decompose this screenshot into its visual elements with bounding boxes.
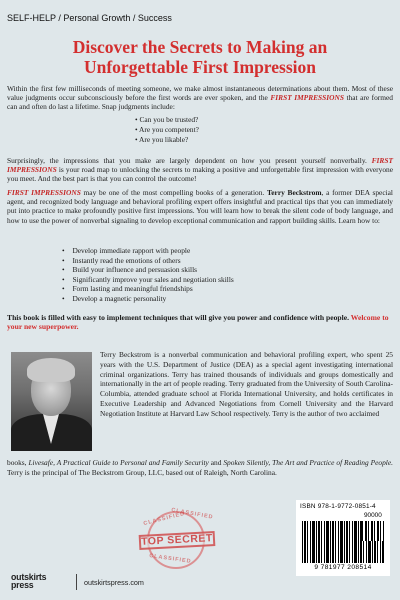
p2-text-b: is your road map to unlocking the secrets to making a positive and unforgettable first impression with everyone you meet. And the best part is that you can control the outcome! <box>7 165 393 184</box>
call-to-action <box>7 313 393 332</box>
paragraph-2 <box>7 156 393 184</box>
author-bio-continued <box>7 458 393 478</box>
headline-line-2: Unforgettable First Impression <box>83 57 316 77</box>
cta-highlight: Welcome to your new superpower. <box>7 313 389 332</box>
p3-text-b: , a former DEA special agent, and recognized body language and behavioral profiling expert offers insightful and practical tips that you can immediately put into practice to make profoundly positive first impressions. You will learn how to break the silent code of body language, and how to use the power of nonverbal signaling to develop exceptional communication and rapport building skills. Learn how to: <box>7 188 393 225</box>
stamp-classified-label: CLASSIFIED <box>142 510 186 528</box>
intro-text-b: that are formed can and often do last a lifetime. Snap judgments include: <box>7 93 393 112</box>
photo-hair <box>27 358 75 382</box>
top-secret-stamp <box>135 508 221 572</box>
barcode-digits: 9 781977 208514 <box>314 564 372 571</box>
list-item: • Form lasting and meaningful friendships <box>62 284 234 294</box>
barcode-addon-bars <box>362 521 384 541</box>
bio-book-2: Spoken Silently, The Art and Practice of Reading People. <box>223 458 393 467</box>
benefits-list <box>62 246 234 304</box>
publisher-divider <box>76 574 77 590</box>
list-item: • Significantly improve your sales and negotiation skills <box>62 275 234 285</box>
list-item: • Are you competent? <box>135 125 199 135</box>
list-item: • Instantly read the emotions of others <box>62 256 234 266</box>
list-item: • Build your influence and persuasion skills <box>62 265 234 275</box>
price-code: 90000 <box>364 512 382 519</box>
p2-text-a: Surprisingly, the impressions that you make are largely dependent on how you present yourself nonverbally. <box>7 156 372 165</box>
p2-emphasis: FIRST IMPRESSIONS <box>7 156 393 175</box>
bio-cont-b: and <box>208 458 224 467</box>
list-item: • Can you be trusted? <box>135 115 199 125</box>
p3-author-name: Terry Beckstrom <box>267 188 322 197</box>
bio-book-1: Livesafe, A Practical Guide to Personal and Family Security <box>28 458 209 467</box>
bio-cont-c: Terry is the principal of The Beckstrom Group, LLC, based out of Raleigh, North Carolina. <box>7 467 277 477</box>
publisher-url: outskirtspress.com <box>84 578 144 587</box>
author-bio: Terry Beckstrom is a nonverbal communication and behavioral profiling expert, who spent 25 years with the U.S. Department of Justice (DEA) as a special agent investigating international criminal organizations. Terry has trained thousands of individuals and groups domestically and internationally in the art of people reading. Terry graduated from the University of South Carolina-Columbia, attended graduate school at Florida International University, and holds certificates in Executive Leadership and Advanced Negotiations from Cornell University and the Harvard Negotiation Institute at Harvard Law School respectively. Terry is the author of two acclaimed <box>100 350 393 418</box>
isbn-number: ISBN 978-1-9772-0851-4 <box>300 503 376 510</box>
stamp-classified-label: CLASSIFIED <box>148 553 192 565</box>
judgment-questions <box>135 115 199 145</box>
p3-text-a: may be one of the most compelling books of a generation. <box>80 188 268 197</box>
headline <box>0 37 400 77</box>
bio-cont-a: books, <box>7 458 29 467</box>
headline-line-1: Discover the Secrets to Making an <box>72 37 328 57</box>
list-item: • Develop immediate rapport with people <box>62 246 234 256</box>
stamp-classified-label: CLASSIFIED <box>170 507 214 521</box>
publisher-logo <box>11 574 71 589</box>
stamp-top-secret-label: TOP SECRET <box>139 531 216 550</box>
p3-emphasis: FIRST IMPRESSIONS <box>7 188 81 197</box>
category-label: SELF-HELP / Personal Growth / Success <box>7 13 172 23</box>
publisher-logo-line-2: press <box>11 579 34 590</box>
intro-text-a: Within the first few milliseconds of meeting someone, we make almost instantaneous determinations about them. Most of these value judgments occur subconsciously before the first words are ever spoken, and the <box>7 84 393 103</box>
author-photo <box>11 352 92 451</box>
list-item: • Are you likable? <box>135 135 199 145</box>
list-item: • Develop a magnetic personality <box>62 294 234 304</box>
cta-text: This book is filled with easy to implement techniques that will give you power and confidence with people. <box>7 313 351 322</box>
intro-emphasis: FIRST IMPRESSIONS <box>270 93 344 103</box>
publisher-logo-line-1: outskirts <box>11 572 47 582</box>
isbn-barcode <box>296 500 390 576</box>
paragraph-3 <box>7 188 393 225</box>
intro-paragraph <box>7 84 393 112</box>
